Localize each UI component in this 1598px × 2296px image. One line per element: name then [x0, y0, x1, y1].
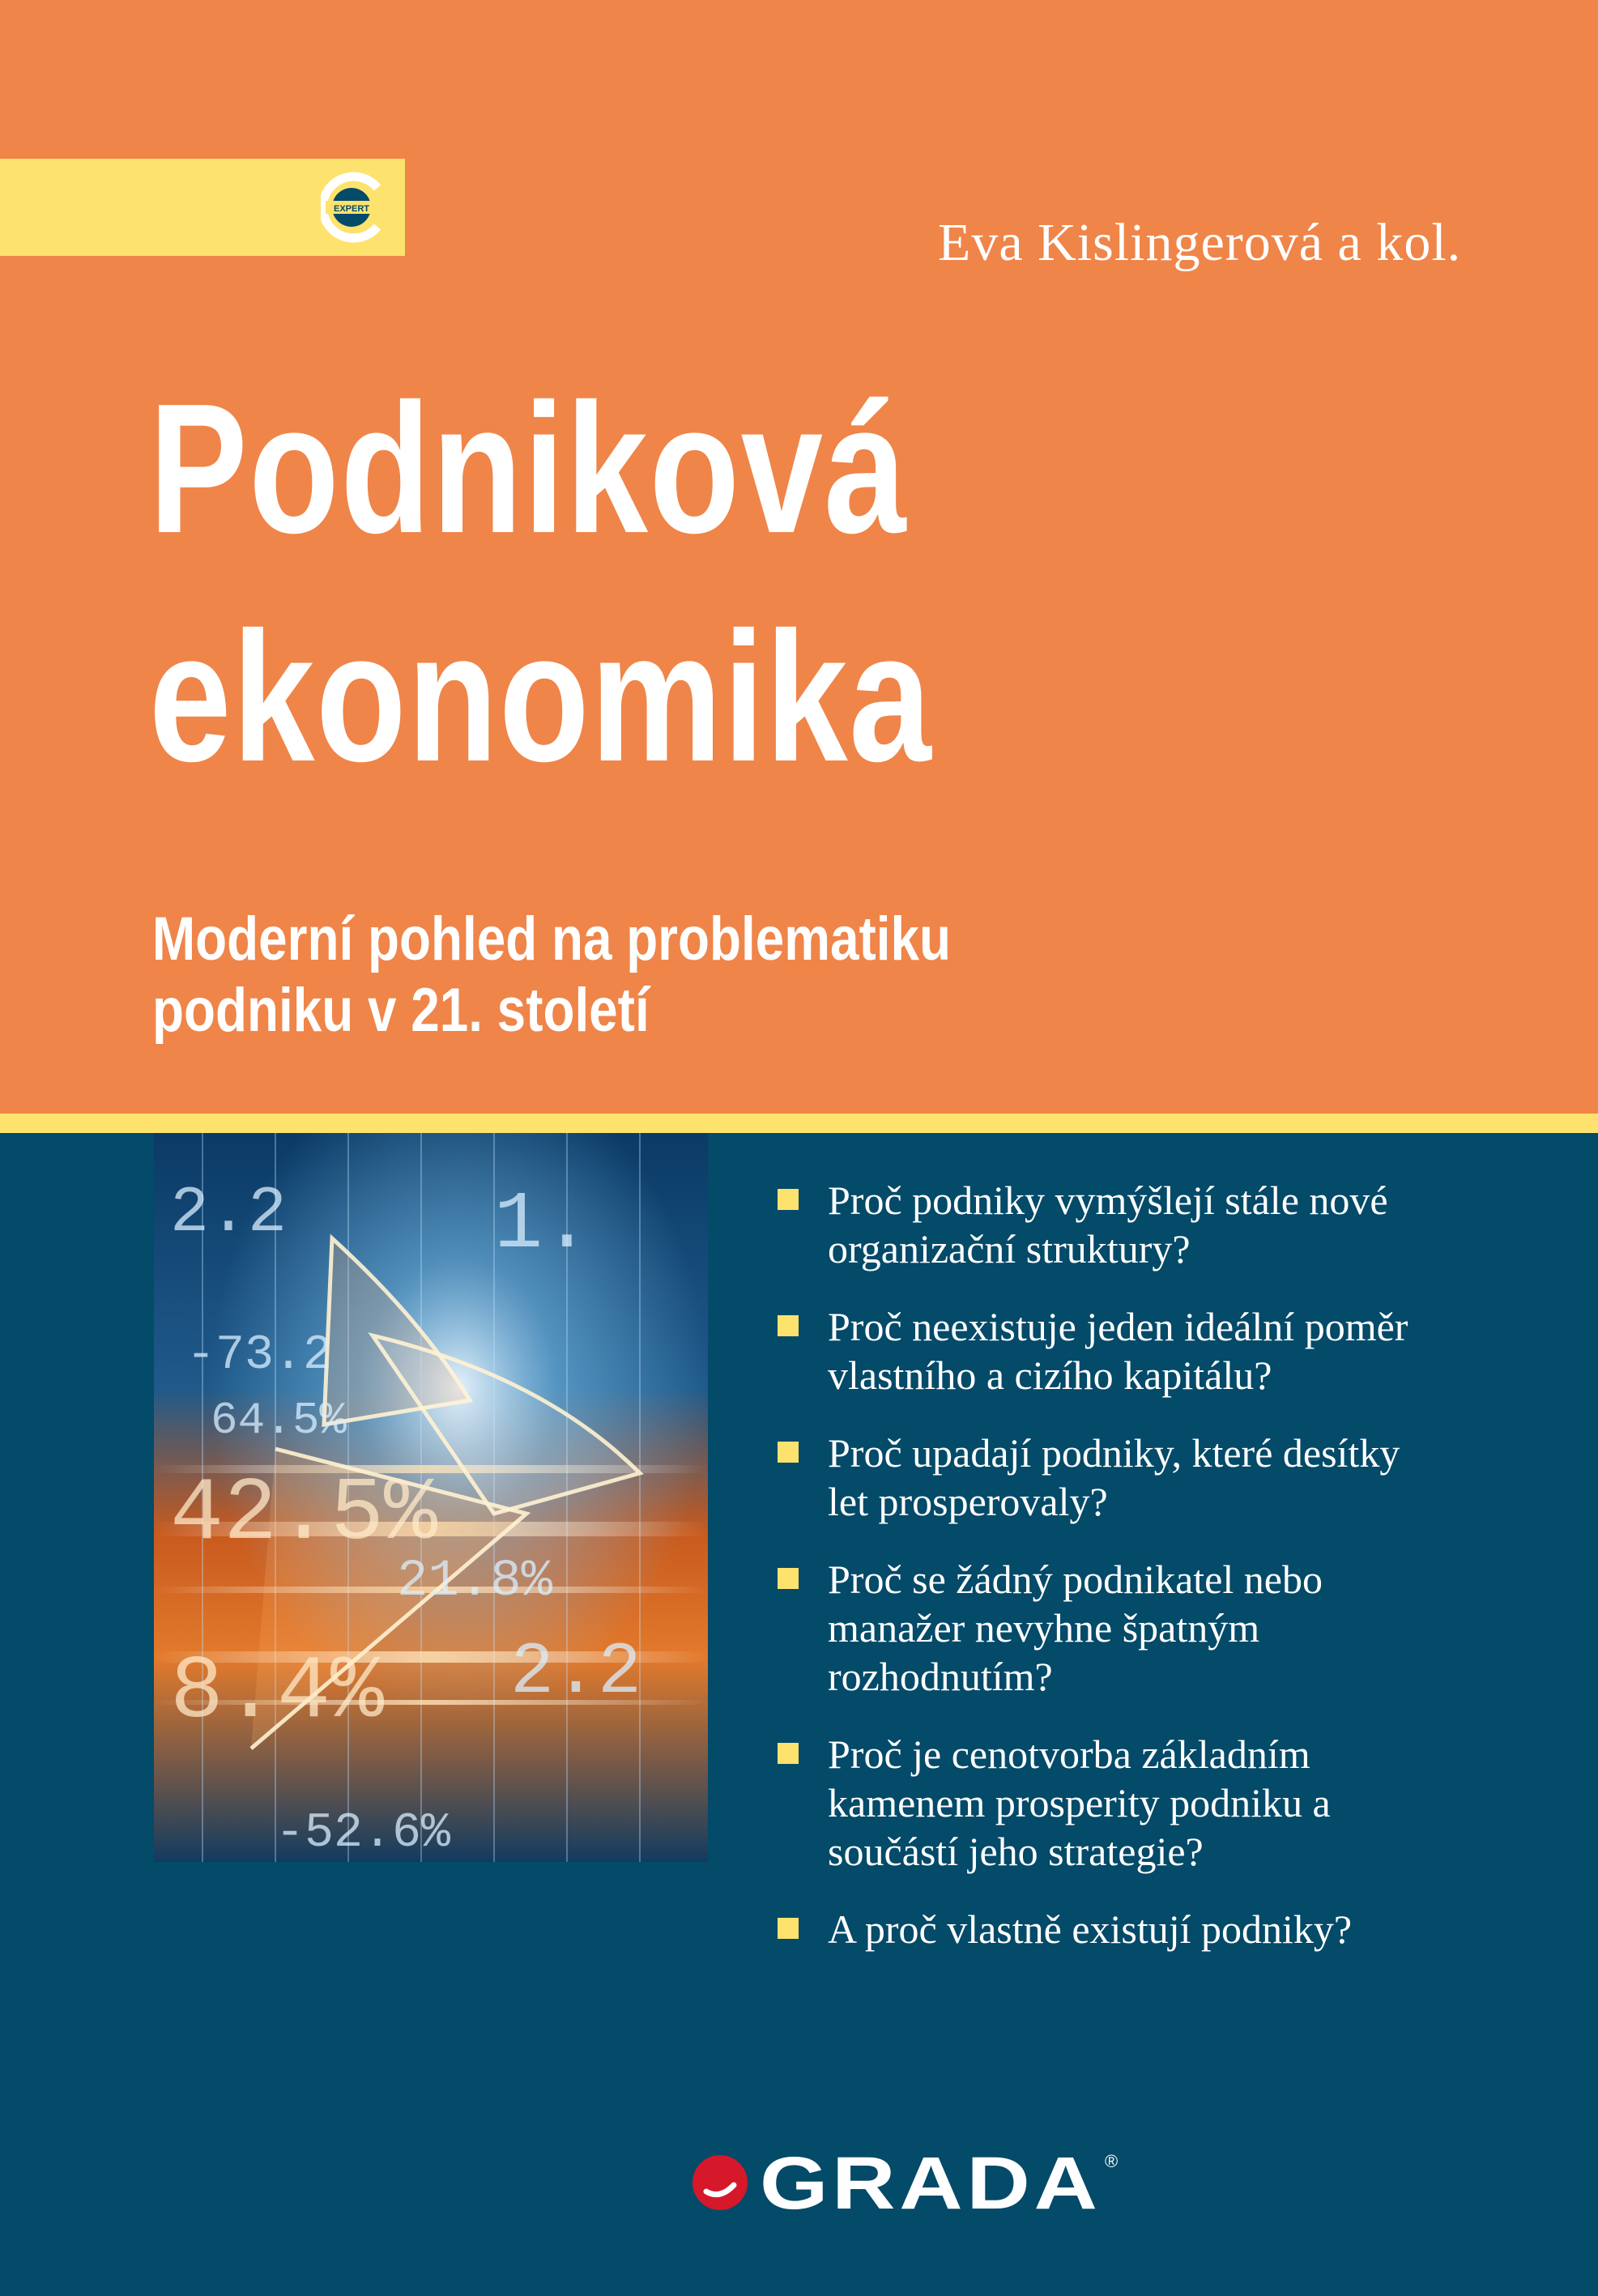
- author-name: Eva Kislingerová a kol.: [938, 213, 1462, 272]
- book-title-line-1: Podniková: [149, 366, 908, 572]
- list-item: [776, 1429, 1570, 1526]
- publisher-name: GRADA: [760, 2142, 1102, 2225]
- list-item: [776, 1302, 1570, 1399]
- series-logo-text: EXPERT: [333, 204, 370, 214]
- figure-1: 2.2: [170, 1177, 288, 1250]
- book-subtitle: [152, 904, 1241, 1046]
- registered-mark: ®: [1105, 2151, 1119, 2171]
- book-title: [149, 355, 1251, 811]
- question-text: Proč podniky vymýšlejí stále nové organizační struktury?: [828, 1178, 1388, 1272]
- bullet-square-icon: [778, 1442, 799, 1463]
- figure-9: -52.6%: [275, 1806, 451, 1861]
- cover-illustration: [154, 1133, 708, 1862]
- question-text: Proč se žádný podnikatel nebo manažer nevyhne špatným rozhodnutím?: [828, 1557, 1323, 1699]
- bullet-square-icon: [778, 1743, 799, 1764]
- book-subtitle-line-2: podniku v 21. století: [152, 976, 650, 1045]
- question-text: Proč neexistuje jeden ideální poměr vlastního a cizího kapitálu?: [828, 1304, 1408, 1398]
- publisher-logo: [690, 2138, 1144, 2227]
- book-title-line-2: ekonomika: [149, 594, 933, 800]
- list-item: [776, 1555, 1570, 1701]
- bullet-square-icon: [778, 1918, 799, 1939]
- figure-7: 8.4%: [170, 1642, 385, 1744]
- bullet-square-icon: [778, 1189, 799, 1210]
- question-text: Proč je cenotvorba základním kamenem prosperity podniku a součástí jeho strategie?: [828, 1732, 1331, 1874]
- bullet-square-icon: [778, 1568, 799, 1589]
- question-text: A proč vlastně existují podniky?: [828, 1906, 1353, 1952]
- question-text: Proč upadají podniky, které desítky let prosperovaly?: [828, 1430, 1400, 1524]
- figure-5: 42.5%: [170, 1464, 438, 1565]
- figure-2: 1.: [494, 1180, 592, 1272]
- grada-logo-mark-icon: [690, 2153, 750, 2213]
- figure-8: 2.2: [510, 1632, 642, 1715]
- bullet-square-icon: [778, 1315, 799, 1336]
- expert-series-logo: [321, 168, 387, 246]
- yellow-divider: [0, 1114, 1598, 1133]
- question-list: [776, 1176, 1570, 1983]
- list-item: [776, 1176, 1570, 1273]
- figure-6: 21.8%: [397, 1553, 553, 1611]
- figure-3: -73.2: [186, 1328, 333, 1383]
- list-item: [776, 1905, 1570, 1953]
- book-subtitle-line-1: Moderní pohled na problematiku: [152, 905, 952, 973]
- figure-4: 64.5%: [211, 1395, 347, 1446]
- list-item: [776, 1730, 1570, 1876]
